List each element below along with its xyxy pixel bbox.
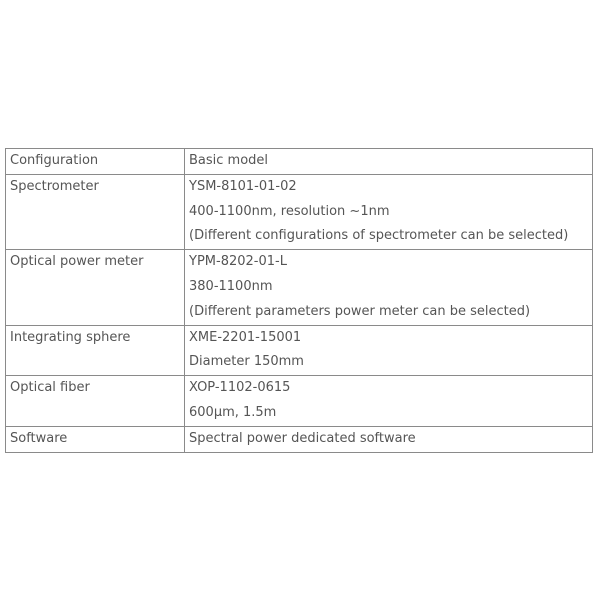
row-value-cell [185, 426, 593, 452]
note-line: (Different parameters power meter can be selected) [189, 303, 531, 319]
note-line: (Different configurations of spectrometer can be selected) [189, 228, 569, 244]
row-value-cell [185, 174, 593, 249]
table-row-software [6, 426, 593, 452]
row-label-cell [6, 325, 185, 376]
model-number: XOP-1102-0615 [189, 380, 291, 396]
table-header-row [6, 149, 593, 175]
model-number: YPM-8202-01-L [189, 254, 287, 270]
header-label: Configuration [10, 153, 99, 168]
row-label: Integrating sphere [10, 329, 131, 345]
row-label-cell [6, 250, 185, 325]
spec-line: Diameter 150mm [189, 354, 304, 370]
model-number: XME-2201-15001 [189, 329, 302, 345]
row-label: Optical fiber [10, 380, 90, 396]
header-label-cell [6, 149, 185, 175]
table-row-integrating-sphere [6, 325, 593, 376]
header-value: Basic model [189, 153, 269, 168]
row-value-cell [185, 325, 593, 376]
spec-line: 380-1100nm [189, 278, 273, 294]
row-label-cell [6, 426, 185, 452]
row-label-cell [6, 376, 185, 427]
spec-line: 400-1100nm, resolution ~1nm [189, 203, 390, 219]
table-row-spectrometer [6, 174, 593, 249]
row-label: Software [10, 430, 68, 446]
header-value-cell [185, 149, 593, 175]
spec-line: 600μm, 1.5m [189, 404, 277, 420]
spec-line: Spectral power dedicated software [189, 430, 416, 446]
row-label-cell [6, 174, 185, 249]
model-number: YSM-8101-01-02 [189, 178, 297, 194]
row-label: Optical power meter [10, 254, 144, 270]
row-value-cell [185, 376, 593, 427]
table-row-optical-power-meter [6, 250, 593, 325]
row-label: Spectrometer [10, 178, 99, 194]
table-row-optical-fiber [6, 376, 593, 427]
configuration-table [5, 148, 593, 453]
row-value-cell [185, 250, 593, 325]
